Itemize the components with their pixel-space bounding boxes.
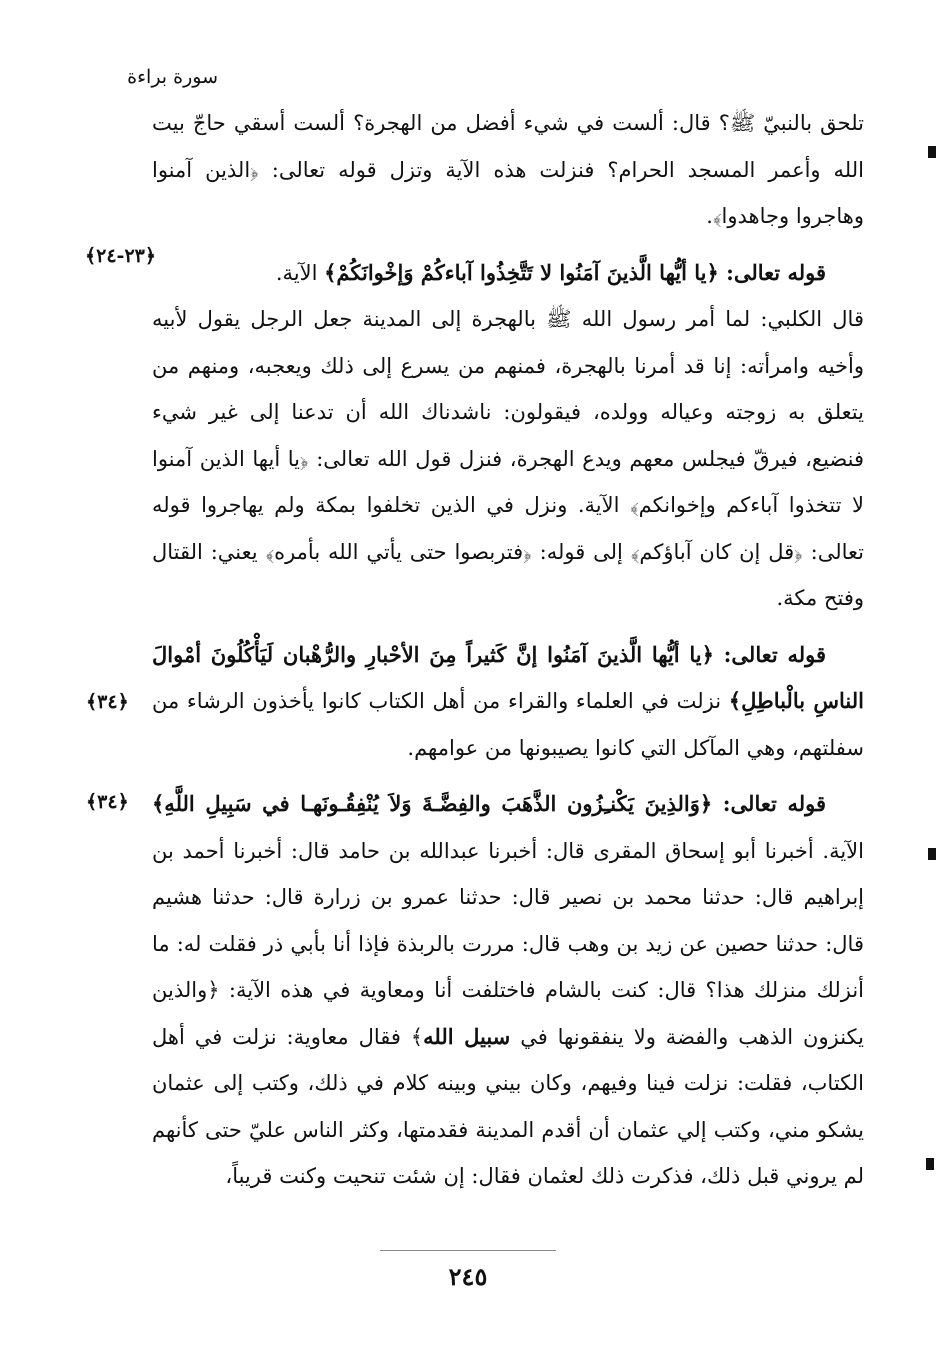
quran-verse: ﴿يا أيُّها الَّذينَ آمَنُوا لا تَتَّخِذُوا آباءكُمْ وَإخْوانَكُمْ﴾ [324, 259, 719, 285]
verse-reference-34-a: ﴿٣٤﴾ [86, 691, 129, 713]
quran-verse: ﴿وَالذِينَ يَكْنـِزُون الذَّهَبَ والفِضَّـةَ وَلاَ يُنْفِقُـونَهـا في سَبِيلِ اللَّهِ﴾ [152, 791, 713, 816]
verse-reference-23-24: ﴿٢٣-٢٤﴾ [84, 245, 156, 267]
sura-title: سورة براءة [127, 66, 218, 88]
verse-reference-34-b: ﴿٣٤﴾ [86, 791, 129, 813]
heading-lead: قوله تعالى: [712, 791, 826, 816]
page-number: ٢٤٥ [448, 1262, 488, 1291]
paragraph-continuation: تلحق بالنبيّ ﷺ؟ قال: ألست في شيء أفضل من الهجرة؟ ألست أسقي حاجّ بيت الله وأعمر المسجد الحرام؟ فنزلت هذه الآية وتزل قوله تعالى: ﴿الذين آمنوا وهاجروا وجاهدوا﴾. [152, 111, 864, 228]
paragraph-text: نزلت في العلماء والقراء من أهل الكتاب كانوا يأخذون الرشاء من سفلتهم، وهي المآكل التي كانوا يصيبونها من عوامهم. [152, 689, 864, 760]
scan-edge-mark [928, 848, 936, 860]
paragraph-verse-23-24-body: قال الكلبي: لما أمر رسول الله ﷺ بالهجرة إلى المدينة جعل الرجل يقول لأبيه وأخيه وامرأته: إنا قد أمرنا بالهجرة، فمنهم من يسرع إلى ذلك ويعجبه، ومنهم من يتعلق به زوجته وعياله وولده، فيقولون: ناشدناك الله أن تدعنا إلى غير شيء فنضيع، فيرقّ فيجلس معهم ويدع الهجرة، فنزل قول الله تعالى: ﴿يا أيها الذين آمنوا لا تتخذوا آباءكم وإخوانكم﴾ الآية. ونزل في الذين تخلفوا بمكة ولم يهاجروا قوله تعالى: ﴿قل إن كان آباؤكم﴾ إلى قوله: ﴿فتربصوا حتى يأتي الله بأمره﴾ يعني: القتال وفتح مكة. [152, 307, 865, 610]
quran-verse: ﴿يا أيُّها الَّذينَ آمَنُوا إنَّ كَثيراً مِنَ الأحْبارِ والرُّهْبان لَيَأْكُلُونَ أمْوالَ الناسِ بالْباطِلِ﴾ [152, 641, 865, 713]
running-header [38, 66, 218, 88]
scan-edge-mark [926, 1158, 934, 1170]
heading-lead: قوله تعالى: [713, 641, 826, 667]
scan-edge-mark [928, 146, 936, 158]
quran-verse-inline: سبيل الله [423, 1023, 511, 1049]
paragraph-text: الآية. أخبرنا أبو إسحاق المقرى قال: أخبرنا عبدالله بن حامد قال: أخبرنا أحمد بن إبراهيم قال: حدثنا محمد بن نصير قال: حدثنا عمرو بن زرارة قال: حدثنا هشيم قال: حدثنا حصين عن زيد بن وهب قال: مررت بالربذة فإذا أنا بأبي ذر فقلت له: ما أنزلك منزلك هذا؟ قال: كنت بالشام فاختلفت أنا ومعاوية في هذه الآية: ﴿والذين يكنزون الذهب والفضة ولا ينفقونها في [152, 838, 864, 1049]
verse-tail: الآية. [275, 260, 325, 285]
paragraph-verse-34-a [152, 632, 864, 772]
paragraph-verse-23-24-heading [152, 250, 864, 297]
heading-lead: قوله تعالى: [718, 259, 826, 285]
footer-rule [380, 1250, 556, 1251]
page-body [152, 100, 864, 1200]
paragraph-text: ﴾ فقال معاوية: نزلت في أهل الكتاب، فقلت: نزلت فينا وفيهم، وكان بيني وبينه كلام في ذلك، وكتب إلى عثمان يشكو مني، وكتب إلي عثمان أن أقدم المدينة فقدمتها، وكثر الناس عليّ حتى كأنهم لم يروني قبل ذلك، فذكرت ذلك لعثمان فقال: إن شئت تنحيت وكنت قريباً، [152, 1024, 864, 1188]
paragraph-verse-34-b [152, 781, 864, 1200]
